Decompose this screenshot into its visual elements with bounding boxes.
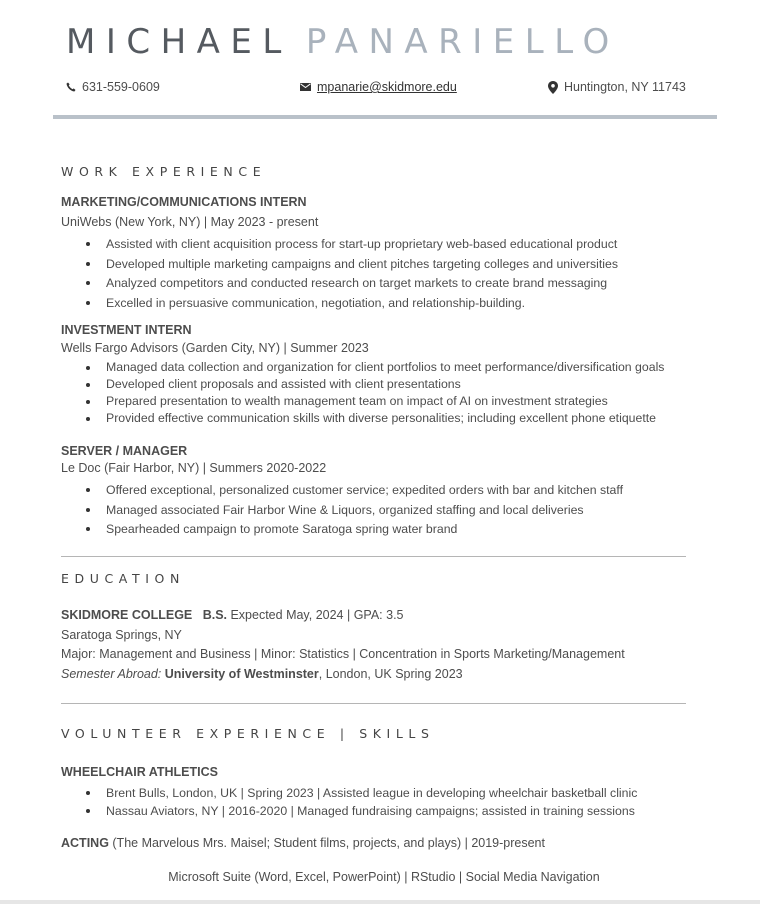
- volunteer-section-title: VOLUNTEER EXPERIENCE | SKILLS: [61, 726, 435, 741]
- phone-icon: [66, 82, 76, 92]
- location-pin-icon: [548, 81, 558, 94]
- job-bullets: [61, 481, 623, 540]
- email-link[interactable]: mpanarie@skidmore.edu: [317, 80, 457, 94]
- job-org-line: Le Doc (Fair Harbor, NY) | Summers 2020-2022: [61, 461, 327, 475]
- abroad-detail: , London, UK Spring 2023: [318, 667, 463, 681]
- acting-line: [61, 836, 545, 850]
- list-item: Offered exceptional, personalized customer service; expedited orders with bar and kitchen staff: [61, 481, 623, 501]
- contact-phone: [66, 80, 160, 94]
- abroad-school: University of Westminster: [164, 667, 319, 681]
- acting-label: ACTING: [61, 836, 109, 850]
- phone-text: 631-559-0609: [82, 80, 160, 94]
- list-item: Developed multiple marketing campaigns and client pitches targeting colleges and universities: [61, 255, 618, 275]
- list-item: Managed data collection and organization for client portfolios to meet performance/diversification goals: [61, 359, 664, 376]
- degree-detail: Expected May, 2024 | GPA: 3.5: [227, 608, 404, 622]
- job-title: MARKETING/COMMUNICATIONS INTERN: [61, 195, 307, 209]
- education-section-title: EDUCATION: [61, 571, 185, 586]
- list-item: Developed client proposals and assisted with client presentations: [61, 376, 664, 393]
- page-bottom-edge: [0, 900, 760, 904]
- semester-abroad-line: [61, 667, 463, 681]
- skills-line: Microsoft Suite (Word, Excel, PowerPoint) | RStudio | Social Media Navigation: [168, 870, 600, 884]
- education-city: Saratoga Springs, NY: [61, 628, 182, 642]
- abroad-label: Semester Abroad:: [61, 667, 162, 681]
- first-name: MICHAEL: [66, 22, 292, 62]
- location-text: Huntington, NY 11743: [564, 80, 686, 94]
- section-divider: [61, 703, 686, 704]
- job-org-line: UniWebs (New York, NY) | May 2023 - present: [61, 215, 319, 229]
- list-item: Analyzed competitors and conducted research on target markets to create brand messaging: [61, 274, 618, 294]
- last-name: PANARIELLO: [305, 22, 620, 62]
- list-item: Provided effective communication skills with diverse personalities; including excellent phone etiquette: [61, 410, 664, 427]
- job-title: SERVER / MANAGER: [61, 444, 188, 458]
- mail-icon: [300, 83, 311, 91]
- contact-email: [300, 80, 457, 94]
- job-org-line: Wells Fargo Advisors (Garden City, NY) | Summer 2023: [61, 341, 369, 355]
- list-item: Nassau Aviators, NY | 2016-2020 | Managed fundraising campaigns; assisted in training sessions: [61, 802, 637, 820]
- job-bullets: [61, 359, 664, 427]
- work-section-title: WORK EXPERIENCE: [61, 164, 267, 179]
- acting-detail: (The Marvelous Mrs. Maisel; Student films, projects, and plays) | 2019-present: [108, 836, 545, 850]
- list-item: Prepared presentation to wealth management team on impact of AI on investment strategies: [61, 393, 664, 410]
- resume-name: [66, 22, 620, 62]
- list-item: Spearheaded campaign to promote Saratoga spring water brand: [61, 520, 623, 540]
- job-title: INVESTMENT INTERN: [61, 323, 192, 337]
- contact-location: [548, 80, 686, 94]
- header-divider: [53, 115, 717, 119]
- job-bullets: [61, 235, 618, 313]
- volunteer-bullets: [61, 784, 637, 820]
- list-item: Assisted with client acquisition process for start-up proprietary web-based educational product: [61, 235, 618, 255]
- degree: B.S.: [202, 608, 227, 622]
- school-name: SKIDMORE COLLEGE: [61, 608, 193, 622]
- education-major-line: Major: Management and Business | Minor: Statistics | Concentration in Sports Marketing/Management: [61, 647, 625, 661]
- volunteer-org: WHEELCHAIR ATHLETICS: [61, 765, 218, 779]
- section-divider: [61, 556, 686, 557]
- education-school-line: [61, 608, 404, 622]
- list-item: Managed associated Fair Harbor Wine & Liquors, organized staffing and local deliveries: [61, 501, 623, 521]
- list-item: Brent Bulls, London, UK | Spring 2023 | Assisted league in developing wheelchair basketball clinic: [61, 784, 637, 802]
- list-item: Excelled in persuasive communication, negotiation, and relationship-building.: [61, 294, 618, 314]
